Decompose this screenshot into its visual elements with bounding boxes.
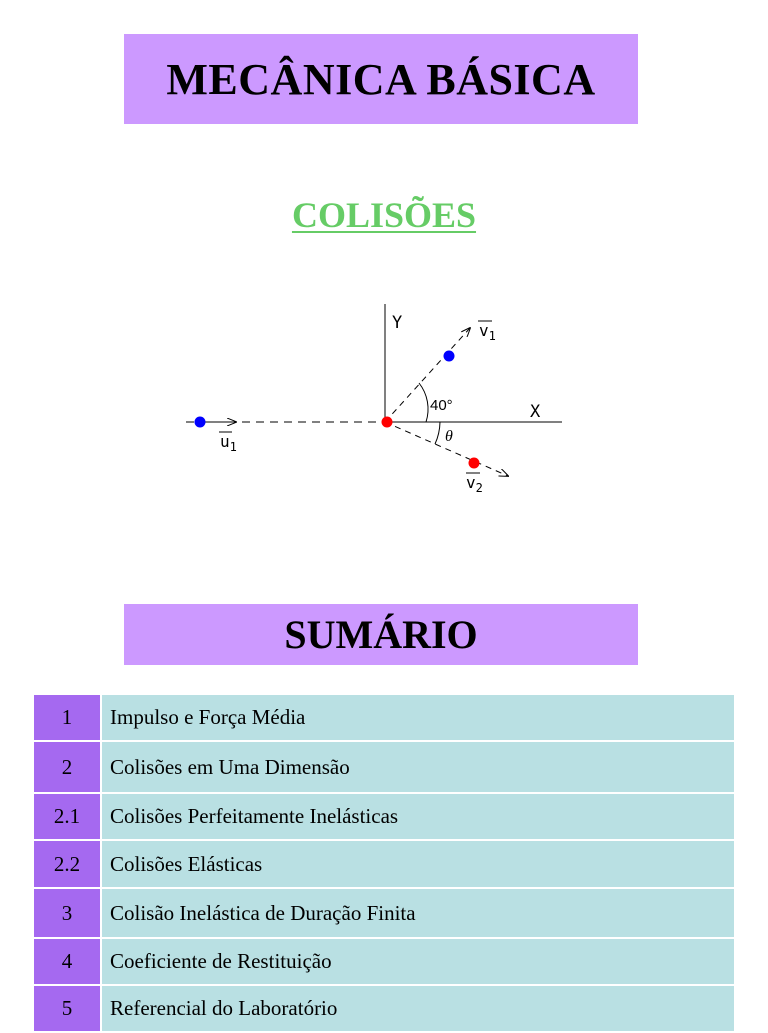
v2-label: $v_2$ [466,473,483,495]
angle-arc-40 [419,383,428,422]
title-banner [124,34,638,124]
v1-path [385,328,470,422]
angle-theta-label: θ [445,428,453,445]
table-row[interactable] [34,695,735,741]
angle-arc-theta [435,422,440,444]
row-number: 2 [34,741,101,793]
row-number: 5 [34,985,101,1032]
table-row[interactable] [34,840,735,888]
summary-table [34,695,736,1033]
y-axis-label: Y [392,313,403,333]
table-row[interactable] [34,741,735,793]
subtitle-link[interactable]: COLISÕES [291,195,477,235]
table-row[interactable] [34,888,735,938]
x-axis-label: X [530,402,541,422]
v1-label: $v_1$ [479,321,496,343]
table-row[interactable] [34,938,735,985]
collision-diagram [0,290,768,510]
blue-ball-final [444,351,455,362]
row-number: 1 [34,695,101,741]
row-link[interactable]: Colisão Inelástica de Duração Finita [101,888,735,938]
row-link[interactable]: Coeficiente de Restituição [101,938,735,985]
table-row[interactable] [34,793,735,840]
row-link[interactable]: Impulso e Força Média [101,695,735,741]
blue-ball-initial [195,417,206,428]
row-link[interactable]: Referencial do Laboratório [101,985,735,1032]
u1-label: $u_1$ [220,432,237,454]
row-number: 3 [34,888,101,938]
summary-title: SUMÁRIO [284,612,478,657]
row-link[interactable]: Colisões Elásticas [101,840,735,888]
red-ball-final [469,458,480,469]
row-number: 2.1 [34,793,101,840]
summary-banner [124,604,638,665]
row-number: 4 [34,938,101,985]
angle-40-label: 40° [430,397,453,414]
subtitle-container [0,194,768,236]
page-title: MECÂNICA BÁSICA [166,54,596,104]
row-link[interactable]: Colisões em Uma Dimensão [101,741,735,793]
red-ball-collision [382,417,393,428]
table-row[interactable] [34,985,735,1032]
row-number: 2.2 [34,840,101,888]
row-link[interactable]: Colisões Perfeitamente Inelásticas [101,793,735,840]
